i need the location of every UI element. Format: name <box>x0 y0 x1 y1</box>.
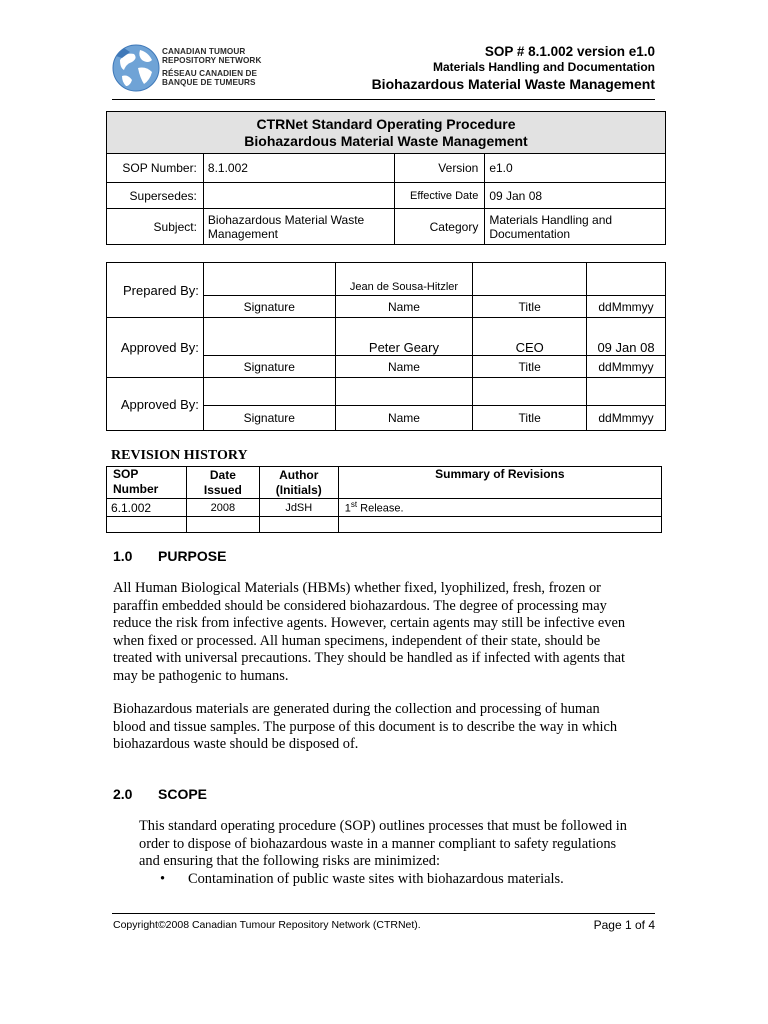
text-line: and ensuring that the following risks are minimized: <box>139 853 440 870</box>
empty-cell <box>259 517 338 533</box>
approved-by-label: Approved By: <box>107 318 204 378</box>
scope-number: 2.0 <box>113 786 133 802</box>
sop-info-table <box>106 111 666 245</box>
header-divider <box>112 99 655 100</box>
category-label: Category <box>395 209 485 245</box>
purpose-number: 1.0 <box>113 548 133 564</box>
text-line: reduce the risk from infective agents. However, certain agents may still be infective even <box>113 615 626 632</box>
approved2-signature-field <box>203 378 335 406</box>
revision-history-heading: REVISION HISTORY <box>111 448 248 463</box>
approved-by-label: Approved By: <box>107 378 204 431</box>
date-caption: ddMmmyy <box>587 406 666 431</box>
approved1-title: CEO <box>473 318 587 356</box>
signature-caption: Signature <box>203 296 335 318</box>
date-caption: ddMmmyy <box>587 356 666 378</box>
footer-copyright: Copyright©2008 Canadian Tumour Repository Network (CTRNet). <box>113 919 421 931</box>
approved1-name: Peter Geary <box>335 318 473 356</box>
prepared-title-field <box>473 263 587 296</box>
signature-caption: Signature <box>203 356 335 378</box>
text-line: biohazardous waste should be disposed of. <box>113 736 359 753</box>
row-author: JdSH <box>259 499 338 517</box>
col-date-line1: Date <box>209 467 236 482</box>
revision-history-table <box>106 466 662 533</box>
purpose-heading <box>113 548 226 564</box>
org-name-line: REPOSITORY NETWORK <box>162 56 262 65</box>
prepared-name: Jean de Sousa-Hitzler <box>335 263 473 296</box>
category-value <box>485 209 666 245</box>
sop-number-label: SOP Number: <box>107 154 204 183</box>
text-line: Biohazardous materials are generated during the collection and processing of human <box>113 701 600 717</box>
footer-page-number: Page 1 of 4 <box>593 918 655 932</box>
ctrnet-logo <box>112 42 272 94</box>
col-date-line2: Issued <box>203 482 242 497</box>
col-sop-number: SOP Number <box>107 467 187 499</box>
text-line: blood and tissue samples. The purpose of this document is to describe the way in which <box>113 718 618 735</box>
globe-icon <box>112 42 160 94</box>
signature-table <box>106 262 666 431</box>
date-caption: ddMmmyy <box>587 296 666 318</box>
purpose-paragraph-1 <box>113 580 625 686</box>
purpose-paragraph-2 <box>113 701 617 754</box>
approved1-signature-field <box>203 318 335 356</box>
summary-text: Release. <box>357 502 404 515</box>
category-line2: Documentation <box>489 226 571 241</box>
header-sop-version: SOP # 8.1.002 version e1.0 <box>484 44 655 59</box>
name-caption: Name <box>335 296 473 318</box>
bullet-dot: • <box>160 871 166 887</box>
empty-cell <box>338 517 661 533</box>
title-caption: Title <box>473 296 587 318</box>
footer-divider <box>112 913 655 914</box>
subject-line2: Management <box>207 226 278 241</box>
approved1-date: 09 Jan 08 <box>587 318 666 356</box>
empty-cell <box>186 517 259 533</box>
signature-caption: Signature <box>203 406 335 431</box>
prepared-signature-field <box>203 263 335 296</box>
supersedes-label: Supersedes: <box>107 183 204 209</box>
purpose-title: PURPOSE <box>158 548 227 564</box>
scope-heading <box>113 786 207 802</box>
approved2-title-field <box>473 378 587 406</box>
summary-ordinal: st <box>350 500 358 510</box>
supersedes-value <box>203 183 395 209</box>
effective-date-label: Effective Date <box>395 183 485 209</box>
title-caption: Title <box>473 406 587 431</box>
text-line: may be pathogenic to humans. <box>113 667 289 684</box>
version-label: Version <box>395 154 485 183</box>
effective-date-value: 09 Jan 08 <box>485 183 666 209</box>
sop-number-value: 8.1.002 <box>203 154 395 183</box>
org-name-line: BANQUE DE TUMEURS <box>162 78 256 87</box>
text-line: All Human Biological Materials (HBMs) whether fixed, lyophilized, fresh, frozen or <box>113 580 601 596</box>
category-line1: Materials Handling and <box>489 212 613 227</box>
text-line: when fixed or processed. All human specimens, independent of their state, should be <box>113 632 601 649</box>
text-line: paraffin embedded should be considered biohazardous. The degree of processing may <box>113 597 607 614</box>
text-line: This standard operating procedure (SOP) outlines processes that must be followed in <box>139 818 627 834</box>
col-author <box>259 467 338 499</box>
title-caption: Title <box>473 356 587 378</box>
text-line: treated with universal precautions. They should be handled as if infected with agents that <box>113 650 626 667</box>
subject-value <box>203 209 395 245</box>
bullet-text: Contamination of public waste sites with biohazardous materials. <box>188 871 564 887</box>
version-value: e1.0 <box>485 154 666 183</box>
row-date: 2008 <box>186 499 259 517</box>
approved2-date-field <box>587 378 666 406</box>
row-summary <box>338 499 661 517</box>
subject-label: Subject: <box>107 209 204 245</box>
header-category: Materials Handling and Documentation <box>432 60 655 74</box>
scope-paragraph-1 <box>139 818 627 871</box>
org-name-line: CANADIAN TUMOUR <box>162 47 246 56</box>
header-title: Biohazardous Material Waste Management <box>371 76 655 92</box>
col-date-issued <box>186 467 259 499</box>
col-author-line1: Author <box>279 467 319 482</box>
col-summary: Summary of Revisions <box>338 467 661 499</box>
summary-number: 1 <box>344 502 351 515</box>
sop-title-line2: Biohazardous Material Waste Management <box>244 132 528 149</box>
prepared-by-label: Prepared By: <box>107 263 204 318</box>
empty-cell <box>107 517 187 533</box>
document-header <box>372 44 655 93</box>
row-sop-number: 6.1.002 <box>107 499 187 517</box>
text-line: order to dispose of biohazardous waste in a manner compliant to safety regulations <box>139 835 617 852</box>
scope-title: SCOPE <box>158 786 208 802</box>
name-caption: Name <box>335 356 473 378</box>
subject-line1: Biohazardous Material Waste <box>207 212 365 227</box>
col-author-line2: (Initials) <box>275 482 322 497</box>
approved2-name-field <box>335 378 473 406</box>
org-name-line: RÉSEAU CANADIEN DE <box>162 69 258 78</box>
scope-bullet-item <box>160 871 564 888</box>
sop-title-line1: CTRNet Standard Operating Procedure <box>256 115 516 132</box>
name-caption: Name <box>335 406 473 431</box>
prepared-date-field <box>587 263 666 296</box>
sop-title-cell <box>107 112 666 154</box>
